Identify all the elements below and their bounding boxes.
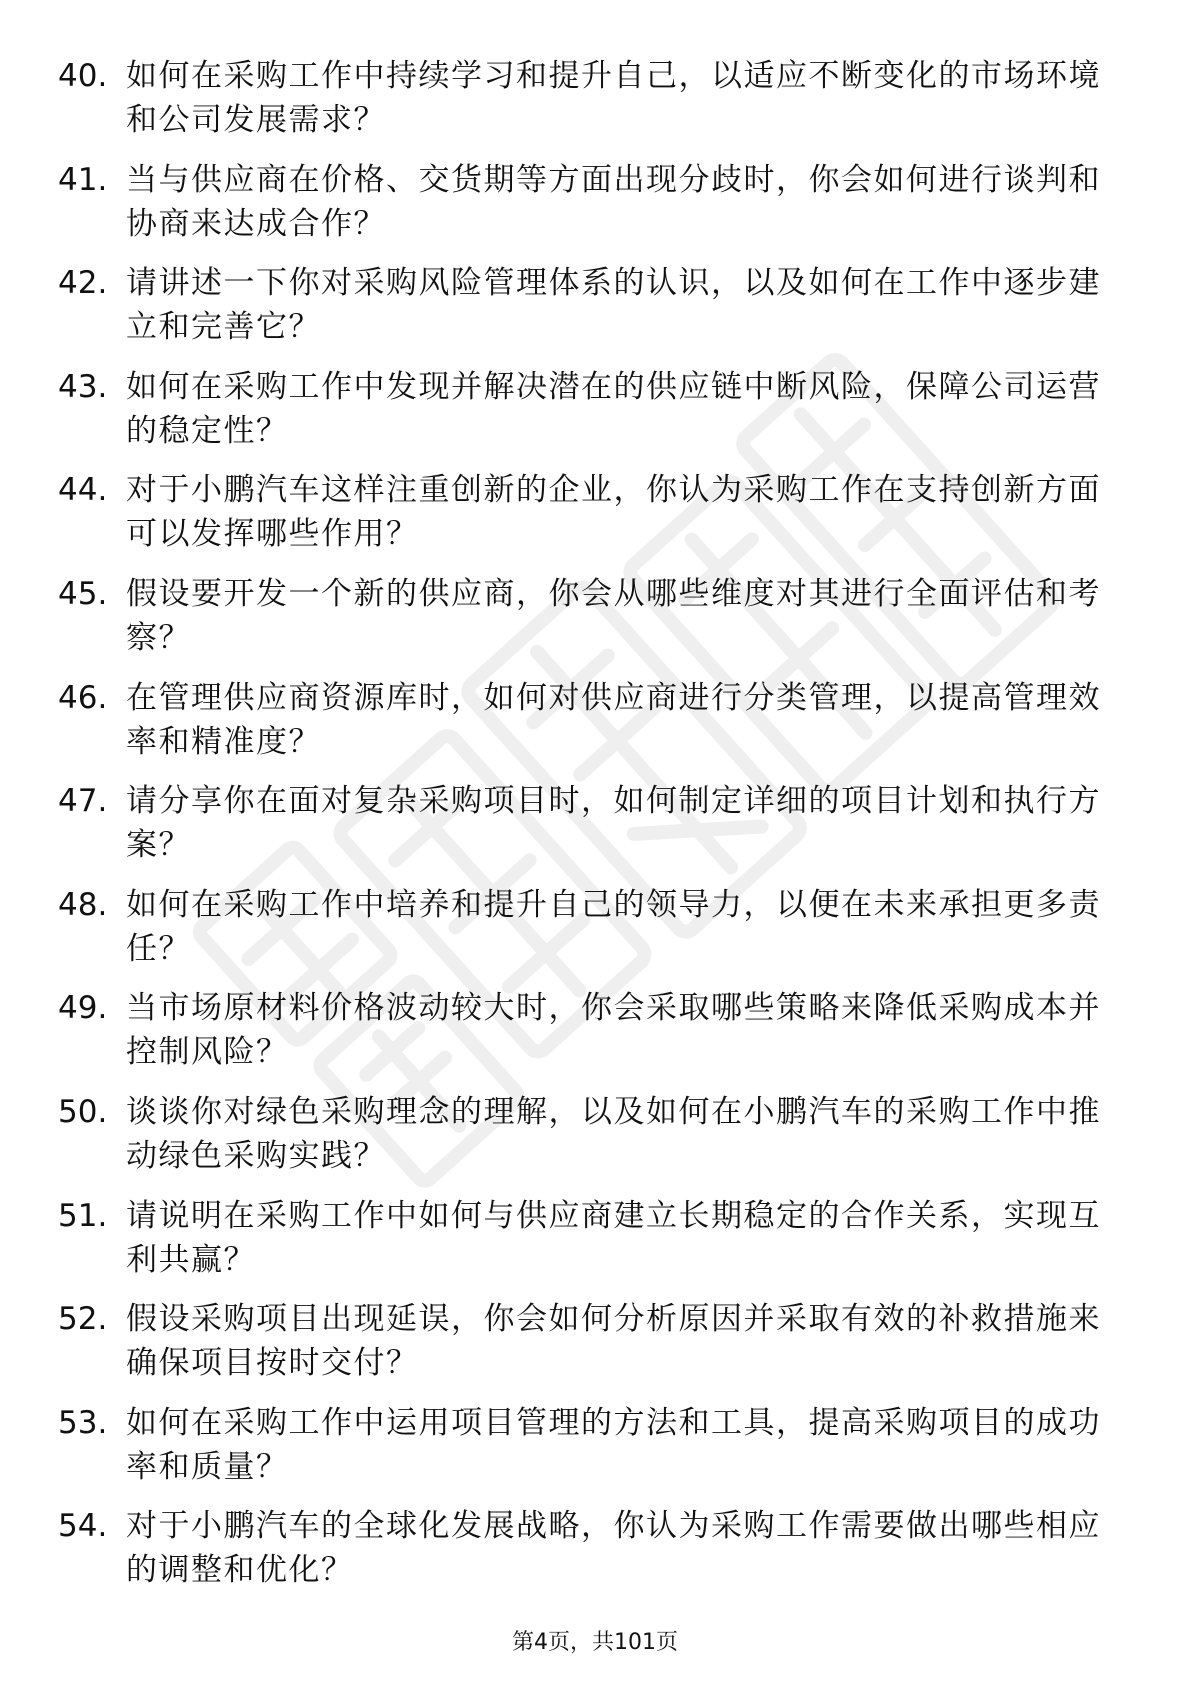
question-item — [0, 365, 1190, 469]
question-text: 请讲述一下你对采购风险管理体系的认识，以及如何在工作中逐步建立和完善它？ — [126, 265, 1101, 346]
question-text: 在管理供应商资源库时，如何对供应商进行分类管理，以提高管理效率和精准度？ — [126, 679, 1101, 760]
question-text: 当市场原材料价格波动较大时，你会采取哪些策略来降低采购成本并控制风险？ — [126, 990, 1101, 1071]
question-item — [0, 779, 1190, 883]
question-text: 如何在采购工作中发现并解决潜在的供应链中断风险，保障公司运营的稳定性？ — [126, 368, 1101, 449]
question-item — [0, 158, 1190, 262]
question-text: 当与供应商在价格、交货期等方面出现分歧时，你会如何进行谈判和协商来达成合作？ — [126, 161, 1101, 242]
question-text: 假设要开发一个新的供应商，你会从哪些维度对其进行全面评估和考察？ — [126, 575, 1101, 656]
question-number: 46. — [58, 679, 108, 716]
question-number: 49. — [58, 990, 108, 1027]
question-text: 谈谈你对绿色采购理念的理解，以及如何在小鹏汽车的采购工作中推动绿色采购实践？ — [126, 1093, 1101, 1174]
question-number: 42. — [58, 265, 108, 302]
question-number: 43. — [58, 368, 108, 405]
question-item — [0, 54, 1190, 158]
question-text: 如何在采购工作中运用项目管理的方法和工具，提高采购项目的成功率和质量？ — [126, 1404, 1101, 1485]
question-list — [0, 54, 1190, 1608]
question-text: 假设采购项目出现延误，你会如何分析原因并采取有效的补救措施来确保项目按时交付？ — [126, 1301, 1101, 1382]
question-number: 48. — [58, 886, 108, 923]
question-text: 如何在采购工作中培养和提升自己的领导力，以便在未来承担更多责任？ — [126, 886, 1101, 967]
question-item — [0, 1297, 1190, 1401]
question-item — [0, 468, 1190, 572]
question-number: 54. — [58, 1508, 108, 1545]
question-item — [0, 883, 1190, 987]
question-text: 对于小鹏汽车的全球化发展战略，你认为采购工作需要做出哪些相应的调整和优化？ — [126, 1508, 1101, 1589]
question-text: 如何在采购工作中持续学习和提升自己，以适应不断变化的市场环境和公司发展需求？ — [126, 58, 1101, 138]
question-number: 51. — [58, 1197, 108, 1234]
question-item — [0, 986, 1190, 1090]
question-item — [0, 1090, 1190, 1194]
question-item — [0, 1504, 1190, 1608]
question-text: 请分享你在面对复杂采购项目时，如何制定详细的项目计划和执行方案？ — [126, 783, 1101, 864]
question-item — [0, 1194, 1190, 1298]
question-item — [0, 572, 1190, 676]
question-number: 41. — [58, 161, 108, 198]
question-item — [0, 261, 1190, 365]
question-number: 50. — [58, 1093, 108, 1130]
question-text: 请说明在采购工作中如何与供应商建立长期稳定的合作关系，实现互利共赢？ — [126, 1197, 1101, 1278]
question-item — [0, 676, 1190, 780]
page-number-label: 第4页，共101页 — [512, 1630, 678, 1655]
question-item — [0, 1401, 1190, 1505]
question-number: 45. — [58, 575, 108, 612]
question-number: 47. — [58, 783, 108, 820]
question-number: 44. — [58, 472, 108, 509]
question-text: 对于小鹏汽车这样注重创新的企业，你认为采购工作在支持创新方面可以发挥哪些作用？ — [126, 472, 1101, 553]
question-number: 40. — [58, 58, 108, 94]
question-number: 53. — [58, 1404, 108, 1441]
page-footer — [0, 1628, 1190, 1658]
question-number: 52. — [58, 1301, 108, 1338]
